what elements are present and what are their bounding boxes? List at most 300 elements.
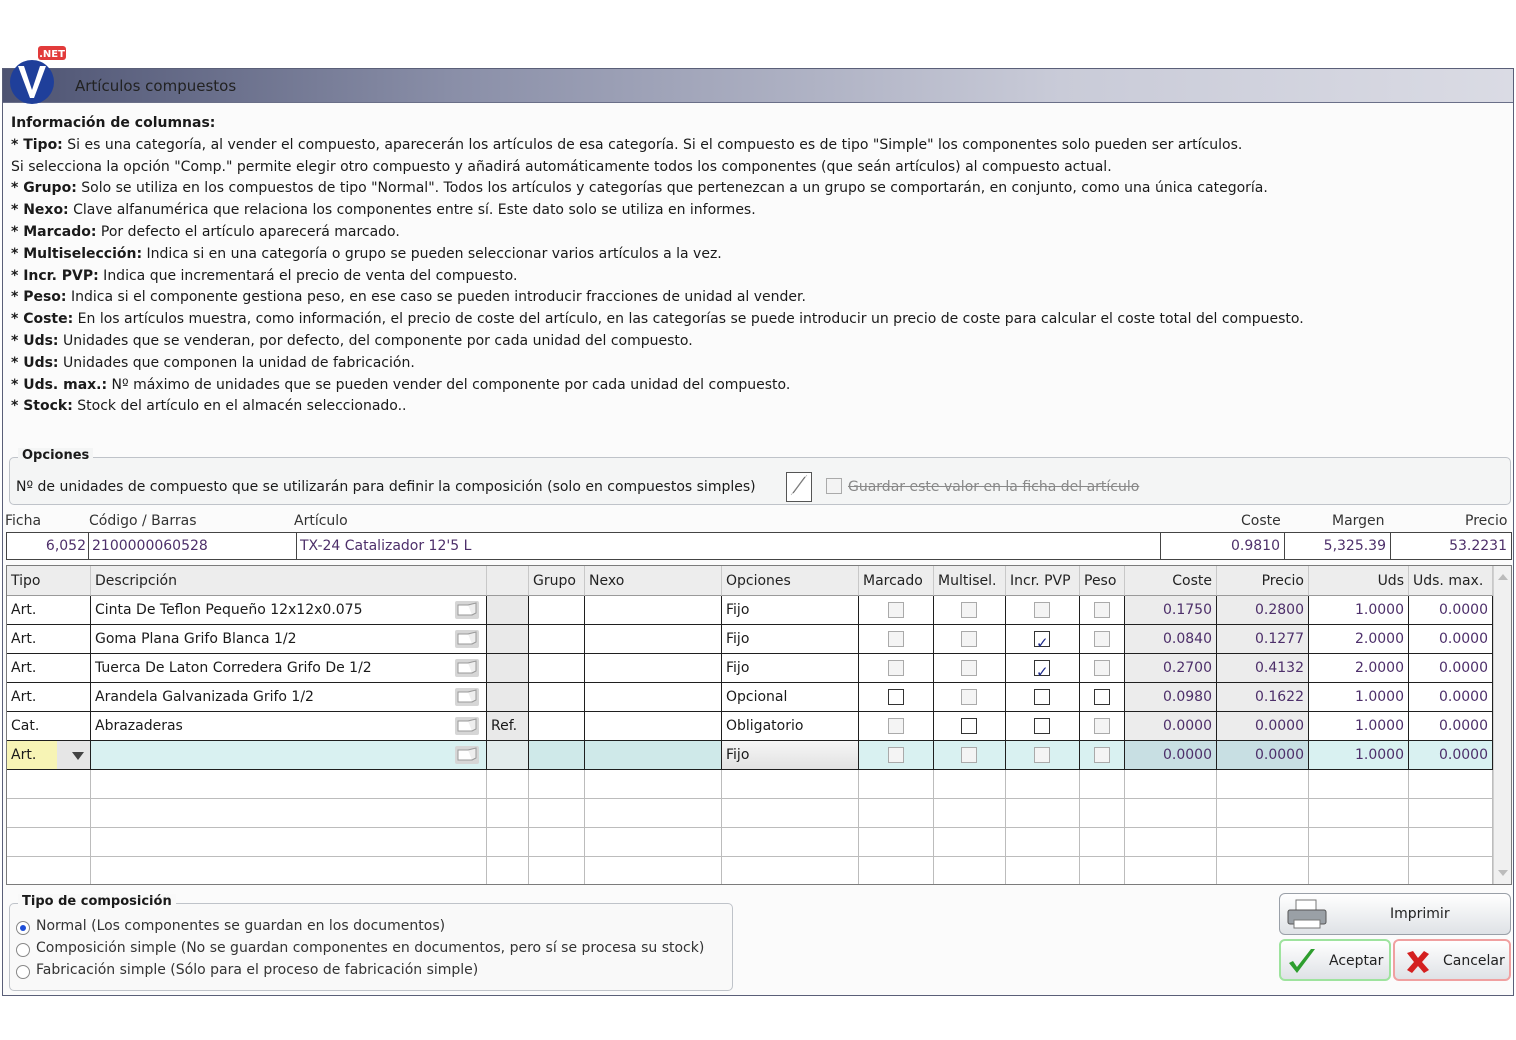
grid-cell	[1080, 828, 1125, 857]
cancel-button[interactable]	[1393, 939, 1511, 981]
coste-cell[interactable]	[1125, 625, 1217, 654]
header-articulo: Artículo	[294, 513, 348, 529]
grid-cell	[1217, 770, 1309, 799]
tipo-value: Art.	[11, 660, 37, 676]
logo-net-text: .NET	[39, 49, 65, 60]
column-info-line	[11, 375, 1507, 397]
opciones-cell[interactable]	[722, 625, 859, 654]
coste-value: 0.0840	[1163, 631, 1212, 647]
uds-value: 2.0000	[1355, 660, 1404, 676]
scroll-up-icon[interactable]	[1498, 574, 1508, 580]
max-value: 0.0000	[1439, 689, 1488, 705]
opciones-value: Obligatorio	[726, 718, 804, 734]
grid-header-grupo[interactable]: Grupo	[529, 566, 585, 596]
lookup-card-icon[interactable]	[455, 601, 479, 619]
opciones-cell[interactable]	[722, 683, 859, 712]
uds-cell[interactable]	[1309, 654, 1409, 683]
uds-cell[interactable]	[1309, 625, 1409, 654]
multi-cell[interactable]	[934, 625, 1006, 654]
tipo-value: Art.	[11, 689, 37, 705]
grid-cell	[529, 799, 585, 828]
tipo-cell[interactable]	[7, 741, 91, 770]
max-value: 0.0000	[1439, 660, 1488, 676]
multi-checkbox[interactable]	[961, 602, 977, 618]
column-info-text: Clave alfanumérica que relaciona los componentes entre sí. Este dato solo se utiliza en informes.	[68, 202, 756, 219]
peso-cell[interactable]	[1080, 625, 1125, 654]
nexo-cell[interactable]	[585, 625, 722, 654]
chevron-down-icon[interactable]	[72, 752, 84, 760]
column-info-line	[11, 244, 1507, 266]
ref-button[interactable]	[487, 654, 529, 683]
grid-cell	[1309, 770, 1409, 799]
coste-value: 0.0000	[1163, 747, 1212, 763]
article-header-row	[3, 509, 1515, 533]
grid-cell	[859, 828, 934, 857]
grid-cell	[585, 828, 722, 857]
column-info-key: * Grupo:	[11, 180, 77, 197]
tipo-cell[interactable]	[7, 712, 91, 741]
composition-radio-label[interactable]: Normal (Los componentes se guardan en los documentos)	[36, 918, 446, 934]
marcado-cell[interactable]	[859, 712, 934, 741]
precio-value: 0.0000	[1255, 718, 1304, 734]
precio-value: 0.2800	[1255, 602, 1304, 618]
grupo-cell[interactable]	[529, 741, 585, 770]
grid-header-incr-pvp[interactable]: Incr. PVP	[1006, 566, 1080, 596]
peso-checkbox[interactable]	[1094, 660, 1110, 676]
nexo-cell[interactable]	[585, 654, 722, 683]
grid-cell	[722, 828, 859, 857]
grid-cell	[1125, 799, 1217, 828]
multi-checkbox[interactable]	[961, 689, 977, 705]
grid-cell	[487, 857, 529, 885]
article-ficha-value: 6,052	[7, 533, 89, 559]
tipo-value: Art.	[11, 631, 37, 647]
grid-cell	[934, 770, 1006, 799]
tipo-cell[interactable]	[7, 596, 91, 625]
ref-button[interactable]	[487, 625, 529, 654]
multi-checkbox[interactable]	[961, 660, 977, 676]
dialog-window	[2, 68, 1514, 996]
marcado-cell[interactable]	[859, 596, 934, 625]
marcado-checkbox[interactable]	[888, 660, 904, 676]
column-info-key: * Multiselección:	[11, 245, 143, 262]
close-icon	[1405, 949, 1431, 975]
grupo-cell[interactable]	[529, 596, 585, 625]
grid-cell	[1006, 770, 1080, 799]
column-info-line	[11, 331, 1507, 353]
incr-checkbox[interactable]	[1034, 718, 1050, 734]
grid-header-multisel[interactable]: Multisel.	[934, 566, 1006, 596]
grid-cell	[1409, 857, 1493, 885]
precio-cell[interactable]	[1217, 683, 1309, 712]
grid-cell	[1125, 828, 1217, 857]
column-info-text: Nº máximo de unidades que se pueden vender del componente por cada unidad del compuesto.	[107, 376, 791, 393]
nexo-cell[interactable]	[585, 741, 722, 770]
uds-cell[interactable]	[1309, 741, 1409, 770]
coste-cell[interactable]	[1125, 654, 1217, 683]
multi-cell[interactable]	[934, 654, 1006, 683]
precio-value: 0.1277	[1255, 631, 1304, 647]
column-info-line	[11, 266, 1507, 288]
precio-cell[interactable]	[1217, 654, 1309, 683]
grid-cell	[1409, 828, 1493, 857]
grid-cell	[1309, 799, 1409, 828]
tipo-value: Art.	[11, 747, 37, 763]
descripcion-value: Cinta De Teflon Pequeño 12x12x0.075	[95, 602, 363, 618]
multi-cell[interactable]	[934, 741, 1006, 770]
uds-value: 1.0000	[1355, 602, 1404, 618]
opciones-cell[interactable]	[722, 712, 859, 741]
peso-cell[interactable]	[1080, 741, 1125, 770]
column-info-key: * Coste:	[11, 311, 74, 328]
max-cell[interactable]	[1409, 596, 1493, 625]
composition-type-group	[9, 894, 733, 991]
descripcion-value: Abrazaderas	[95, 718, 183, 734]
marcado-cell[interactable]	[859, 625, 934, 654]
marcado-checkbox[interactable]	[888, 747, 904, 763]
column-info-line	[11, 396, 1507, 418]
units-input[interactable]	[786, 472, 812, 502]
incr-checkbox[interactable]	[1034, 660, 1050, 676]
article-codigo-value: 2100000060528	[89, 533, 297, 559]
coste-cell[interactable]	[1125, 712, 1217, 741]
article-precio-value: 53.2231	[1449, 538, 1507, 554]
column-info-key: * Nexo:	[11, 202, 69, 219]
descripcion-value: Goma Plana Grifo Blanca 1/2	[95, 631, 297, 647]
grid-cell	[529, 857, 585, 885]
tipo-cell[interactable]	[7, 654, 91, 683]
cancel-label: Cancelar	[1443, 953, 1505, 969]
marcado-checkbox[interactable]	[888, 602, 904, 618]
grid-cell	[7, 770, 91, 799]
max-value: 0.0000	[1439, 718, 1488, 734]
grid-cell	[7, 828, 91, 857]
grid-cell	[1217, 799, 1309, 828]
max-cell[interactable]	[1409, 654, 1493, 683]
column-info-text: Si es una categoría, al vender el compuesto, aparecerán los artículos de esa categoría. Si el compuesto es de tipo "Simple" los componentes solo pueden ser artículos.	[62, 136, 1243, 153]
precio-cell[interactable]	[1217, 625, 1309, 654]
composition-radio[interactable]	[16, 965, 30, 979]
column-info-line	[11, 222, 1507, 244]
grid-cell	[859, 857, 934, 885]
grupo-cell[interactable]	[529, 654, 585, 683]
descripcion-value: Arandela Galvanizada Grifo 1/2	[95, 689, 314, 705]
column-info-text: Indica que incrementará el precio de venta del compuesto.	[98, 267, 518, 284]
grid-cell	[7, 857, 91, 885]
incr-checkbox[interactable]	[1034, 747, 1050, 763]
peso-cell[interactable]	[1080, 654, 1125, 683]
coste-value: 0.2700	[1163, 660, 1212, 676]
max-cell[interactable]	[1409, 625, 1493, 654]
coste-cell[interactable]	[1125, 741, 1217, 770]
peso-checkbox[interactable]	[1094, 631, 1110, 647]
marcado-cell[interactable]	[859, 654, 934, 683]
article-name-value: TX-24 Catalizador 12'5 L	[297, 533, 1161, 559]
marcado-checkbox[interactable]	[888, 631, 904, 647]
grid-cell	[585, 799, 722, 828]
peso-cell[interactable]	[1080, 712, 1125, 741]
column-info-key: * Marcado:	[11, 223, 97, 240]
composition-radio-label[interactable]: Fabricación simple (Sólo para el proceso de fabricación simple)	[36, 962, 479, 978]
column-info-key: * Incr. PVP:	[11, 267, 99, 284]
options-legend: Opciones	[18, 448, 93, 463]
accept-button[interactable]	[1279, 939, 1391, 981]
column-info-text: Por defecto el artículo aparecerá marcado.	[96, 223, 400, 240]
grid-cell	[1409, 799, 1493, 828]
header-coste: Coste	[1241, 513, 1281, 529]
grid-cell	[487, 799, 529, 828]
uds-cell[interactable]	[1309, 712, 1409, 741]
precio-value: 0.0000	[1255, 747, 1304, 763]
column-info-text: Si selecciona la opción "Comp." permite elegir otro compuesto y añadirá automáticamente todos los componentes (que seán artículos) al compuesto actual.	[11, 158, 1112, 175]
grid-cell	[529, 770, 585, 799]
ref-label: Ref.	[491, 718, 518, 734]
grid-cell	[1006, 799, 1080, 828]
grid-header-precio[interactable]: Precio	[1217, 566, 1309, 596]
header-margen: Margen	[1332, 513, 1385, 529]
grid-header-descripci-n[interactable]: Descripción	[91, 566, 487, 596]
peso-checkbox[interactable]	[1094, 602, 1110, 618]
descripcion-value: Tuerca De Laton Corredera Grifo De 1/2	[95, 660, 372, 676]
max-cell[interactable]	[1409, 741, 1493, 770]
article-values-row	[6, 532, 1512, 560]
multi-checkbox[interactable]	[961, 747, 977, 763]
grid-cell	[934, 857, 1006, 885]
column-info-key: * Stock:	[11, 398, 73, 415]
peso-checkbox[interactable]	[1094, 718, 1110, 734]
nexo-cell[interactable]	[585, 712, 722, 741]
descripcion-cell[interactable]	[91, 683, 487, 712]
descripcion-cell[interactable]	[91, 625, 487, 654]
save-value-checkbox[interactable]	[826, 478, 842, 494]
grid-cell	[1309, 828, 1409, 857]
opciones-value: Fijo	[726, 631, 750, 647]
grid-header-opciones[interactable]: Opciones	[722, 566, 859, 596]
lookup-card-icon[interactable]	[455, 746, 479, 764]
marcado-cell[interactable]	[859, 741, 934, 770]
grid-cell	[859, 799, 934, 828]
uds-value: 1.0000	[1355, 747, 1404, 763]
incr-cell[interactable]	[1006, 683, 1080, 712]
incr-checkbox[interactable]	[1034, 602, 1050, 618]
ref-button[interactable]	[487, 712, 529, 741]
precio-cell[interactable]	[1217, 712, 1309, 741]
header-codigo: Código / Barras	[89, 513, 197, 529]
grid-cell	[1125, 770, 1217, 799]
column-info-text: Indica si en una categoría o grupo se pueden seleccionar varios artículos a la vez.	[142, 245, 722, 262]
incr-cell[interactable]	[1006, 654, 1080, 683]
tipo-cell[interactable]	[7, 683, 91, 712]
column-info-text: Indica si el componente gestiona peso, en ese caso se pueden introducir fracciones de unidad al vender.	[66, 289, 806, 306]
grid-cell	[91, 828, 487, 857]
ref-button[interactable]	[487, 741, 529, 770]
print-button[interactable]	[1279, 893, 1511, 935]
column-info-key: * Uds:	[11, 332, 59, 349]
grid-header-tipo[interactable]: Tipo	[7, 566, 91, 596]
column-info-heading: Información de columnas:	[11, 115, 216, 131]
precio-value: 0.1622	[1255, 689, 1304, 705]
grid-cell	[1006, 857, 1080, 885]
lookup-card-icon[interactable]	[455, 688, 479, 706]
column-info-text: Unidades que se venderan, por defecto, del componente por cada unidad del compuesto.	[58, 332, 693, 349]
grid-cell	[91, 770, 487, 799]
max-cell[interactable]	[1409, 712, 1493, 741]
tipo-cell[interactable]	[7, 625, 91, 654]
header-precio: Precio	[1465, 513, 1508, 529]
grid-cell	[1125, 857, 1217, 885]
grid-cell	[722, 857, 859, 885]
grid-cell	[1309, 857, 1409, 885]
column-info-line	[11, 287, 1507, 309]
grupo-cell[interactable]	[529, 683, 585, 712]
options-group	[9, 448, 1511, 505]
descripcion-cell[interactable]	[91, 741, 487, 770]
grid-cell	[7, 799, 91, 828]
printer-icon	[1286, 898, 1330, 930]
grid-header-peso[interactable]: Peso	[1080, 566, 1125, 596]
opciones-value: Fijo	[726, 602, 750, 618]
incr-cell[interactable]	[1006, 596, 1080, 625]
components-grid	[6, 565, 1512, 885]
marcado-cell[interactable]	[859, 683, 934, 712]
nexo-cell[interactable]	[585, 683, 722, 712]
incr-cell[interactable]	[1006, 625, 1080, 654]
grid-cell	[1217, 828, 1309, 857]
grid-header-uds[interactable]: Uds	[1309, 566, 1409, 596]
peso-checkbox[interactable]	[1094, 747, 1110, 763]
multi-cell[interactable]	[934, 712, 1006, 741]
column-info-line	[11, 157, 1507, 179]
print-label: Imprimir	[1390, 906, 1450, 922]
grid-cell	[529, 828, 585, 857]
descripcion-cell[interactable]	[91, 654, 487, 683]
title-bar[interactable]	[3, 69, 1513, 103]
lookup-card-icon[interactable]	[455, 659, 479, 677]
ref-button[interactable]	[487, 596, 529, 625]
composition-radio-label[interactable]: Composición simple (No se guardan componentes en documentos, pero sí se procesa su stock)	[36, 940, 705, 956]
grid-cell	[487, 828, 529, 857]
lookup-card-icon[interactable]	[455, 717, 479, 735]
opciones-value: Fijo	[726, 747, 750, 763]
column-info-line	[11, 135, 1507, 157]
precio-cell[interactable]	[1217, 741, 1309, 770]
grid-header-marcado[interactable]: Marcado	[859, 566, 934, 596]
composition-radio[interactable]	[16, 921, 30, 935]
opciones-cell[interactable]	[722, 741, 859, 770]
grid-cell	[91, 799, 487, 828]
column-info-key: * Tipo:	[11, 136, 63, 153]
scroll-down-icon[interactable]	[1498, 870, 1508, 876]
marcado-checkbox[interactable]	[888, 718, 904, 734]
marcado-checkbox[interactable]	[888, 689, 904, 705]
grid-cell	[585, 770, 722, 799]
nexo-cell[interactable]	[585, 596, 722, 625]
opciones-cell[interactable]	[722, 654, 859, 683]
incr-cell[interactable]	[1006, 712, 1080, 741]
ref-button[interactable]	[487, 683, 529, 712]
column-info-text: En los artículos muestra, como información, el precio de coste del artículo, en las categorías se puede introducir un precio de coste para calcular el coste total del compuesto.	[73, 311, 1304, 328]
multi-checkbox[interactable]	[961, 631, 977, 647]
multi-cell[interactable]	[934, 596, 1006, 625]
max-cell[interactable]	[1409, 683, 1493, 712]
grid-cell	[934, 828, 1006, 857]
uds-value: 1.0000	[1355, 718, 1404, 734]
save-value-label: Guardar este valor en la ficha del artículo	[848, 479, 1140, 495]
grid-cell	[1080, 799, 1125, 828]
column-info-text: Unidades que componen la unidad de fabricación.	[58, 354, 415, 371]
coste-value: 0.0000	[1163, 718, 1212, 734]
header-ficha: Ficha	[5, 513, 42, 529]
incr-cell[interactable]	[1006, 741, 1080, 770]
grid-cell	[1080, 770, 1125, 799]
coste-cell[interactable]	[1125, 596, 1217, 625]
precio-value: 0.4132	[1255, 660, 1304, 676]
peso-checkbox[interactable]	[1094, 689, 1110, 705]
precio-cell[interactable]	[1217, 596, 1309, 625]
grid-cell	[722, 770, 859, 799]
grid-header-uds-max[interactable]: Uds. max.	[1409, 566, 1493, 596]
grupo-cell[interactable]	[529, 712, 585, 741]
incr-checkbox[interactable]	[1034, 689, 1050, 705]
descripcion-cell[interactable]	[91, 712, 487, 741]
grid-cell	[934, 799, 1006, 828]
multi-cell[interactable]	[934, 683, 1006, 712]
article-coste-value: 0.9810	[1161, 533, 1285, 559]
column-info-key: * Peso:	[11, 289, 67, 306]
grid-cell	[1080, 857, 1125, 885]
grid-cell	[722, 799, 859, 828]
lookup-card-icon[interactable]	[455, 630, 479, 648]
grid-header-ref[interactable]	[487, 566, 529, 596]
app-logo-icon	[6, 44, 68, 106]
uds-value: 2.0000	[1355, 631, 1404, 647]
tipo-value: Cat.	[11, 718, 40, 734]
column-info-panel	[11, 113, 1507, 418]
grupo-cell[interactable]	[529, 625, 585, 654]
column-info-text: Stock del artículo en el almacén seleccionado..	[72, 398, 407, 415]
multi-checkbox[interactable]	[961, 718, 977, 734]
column-info-key: * Uds:	[11, 354, 59, 371]
accept-label: Aceptar	[1329, 953, 1384, 969]
grid-header-coste[interactable]: Coste	[1125, 566, 1217, 596]
column-info-line	[11, 353, 1507, 375]
uds-value: 1.0000	[1355, 689, 1404, 705]
tipo-value: Art.	[11, 602, 37, 618]
grid-scrollbar[interactable]	[1493, 566, 1511, 884]
column-info-line	[11, 309, 1507, 331]
opciones-value: Opcional	[726, 689, 788, 705]
incr-checkbox[interactable]	[1034, 631, 1050, 647]
descripcion-cell[interactable]	[91, 596, 487, 625]
peso-cell[interactable]	[1080, 683, 1125, 712]
max-value: 0.0000	[1439, 747, 1488, 763]
uds-cell[interactable]	[1309, 596, 1409, 625]
coste-value: 0.0980	[1163, 689, 1212, 705]
composition-radio[interactable]	[16, 943, 30, 957]
grid-cell	[1006, 828, 1080, 857]
edit-pencil-icon	[789, 473, 809, 497]
window-title: Artículos compuestos	[75, 77, 237, 95]
column-info-text: Solo se utiliza en los compuestos de tipo "Normal". Todos los artículos y categorías que pertenezcan a un grupo se comportarán, en conjunto, como una única categoría.	[76, 180, 1268, 197]
peso-cell[interactable]	[1080, 596, 1125, 625]
max-value: 0.0000	[1439, 602, 1488, 618]
opciones-cell[interactable]	[722, 596, 859, 625]
grid-header-nexo[interactable]: Nexo	[585, 566, 722, 596]
uds-cell[interactable]	[1309, 683, 1409, 712]
coste-cell[interactable]	[1125, 683, 1217, 712]
grid-cell	[91, 857, 487, 885]
column-info-line	[11, 178, 1507, 200]
